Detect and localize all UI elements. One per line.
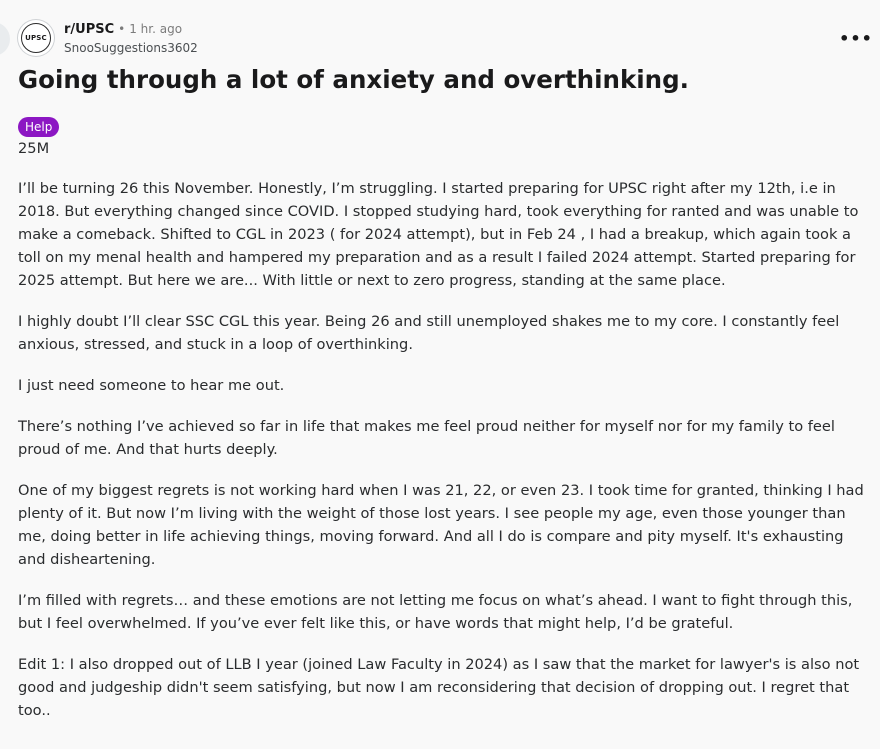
body-paragraph: There’s nothing I’ve achieved so far in life that makes me feel proud neither for myself nor for my family to feel proud of me. And that hurts deeply. xyxy=(18,418,835,458)
back-button[interactable] xyxy=(0,22,10,56)
meta-separator: • xyxy=(118,22,126,36)
author-link[interactable]: SnooSuggestions3602 xyxy=(64,41,198,55)
post-flair[interactable]: Help xyxy=(18,117,59,137)
body-paragraph: One of my biggest regrets is not working hard when I was 21, 22, or even 23. I took time for granted, thinking I had plenty of it. But now I’m living with the weight of those lost years. I see people my age, even those younger than me, doing better in life achieving things, moving forward. And all I do is compare and pity myself. It's exhausting and disheartening. xyxy=(18,482,864,568)
body-paragraph: I highly doubt I’ll clear SSC CGL this year. Being 26 and still unemployed shakes me to my core. I constantly feel anxious, stressed, and stuck in a loop of overthinking. xyxy=(18,313,840,353)
body-paragraph: 25M xyxy=(18,140,50,157)
body-paragraph: I just need someone to hear me out. xyxy=(18,377,285,394)
post-timestamp: 1 hr. ago xyxy=(129,22,183,36)
subreddit-avatar[interactable] xyxy=(18,20,54,56)
body-paragraph: Edit 1: I also dropped out of LLB I year (joined Law Faculty in 2024) as I saw that the market for lawyer's is also not good and judgeship didn't seem satisfying, but now I am reconsidering that decision of dropping out. I regret that too.. xyxy=(18,656,860,719)
post-meta xyxy=(64,20,198,57)
overflow-menu-button[interactable]: ••• xyxy=(839,28,873,48)
subreddit-avatar-text: UPSC xyxy=(21,23,51,53)
post-title: Going through a lot of anxiety and overthinking. xyxy=(18,65,689,94)
body-paragraph: I’m filled with regrets… and these emotions are not letting me focus on what’s ahead. I want to fight through this, but I feel overwhelmed. If you’ve ever felt like this, or have words that might help, I’d be grateful. xyxy=(18,592,853,632)
subreddit-link[interactable]: r/UPSC xyxy=(64,22,115,37)
post-body xyxy=(18,137,870,740)
body-paragraph: I’ll be turning 26 this November. Honestly, I’m struggling. I started preparing for UPSC right after my 12th, i.e in 2018. But everything changed since COVID. I stopped studying hard, took everything for ranted and was unable to make a comeback. Shifted to CGL in 2023 ( for 2024 attempt), but in Feb 24 , I had a breakup, which again took a toll on my menal health and hampered my preparation and as a result I failed 2024 attempt. Started preparing for 2025 attempt. But here we are... With little or next to zero progress, standing at the same place. xyxy=(18,180,859,289)
